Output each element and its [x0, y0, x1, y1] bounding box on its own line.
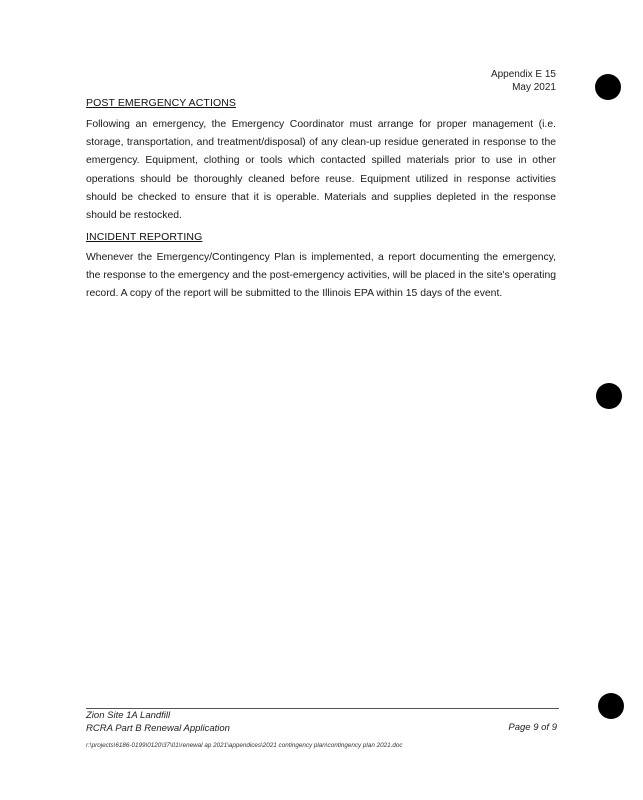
appendix-label: Appendix E 15	[490, 69, 556, 80]
header-date: May 2021	[512, 82, 556, 93]
file-path: r:\projects\6186-0199\0120\37\01\renewal ap 2021\appendices\2021 contingency plan\contingency plan 2021.doc	[86, 742, 403, 749]
footer-site-name: Zion Site 1A Landfill	[86, 710, 171, 721]
footer-divider	[86, 708, 559, 709]
post-emergency-heading: POST EMERGENCY ACTIONS	[86, 97, 237, 109]
page-header	[491, 68, 556, 94]
incident-reporting-paragraph: Whenever the Emergency/Contingency Plan is implemented, a report documenting the emergency, the response to the emergency and the post-emergency activities, will be placed in the site's operating record. A copy of the report will be submitted to the Illinois EPA within 15 days of the event.	[86, 252, 556, 300]
post-emergency-paragraph: Following an emergency, the Emergency Coordinator must arrange for proper management (i.e. storage, transportation, and treatment/disposal) of any clean-up residue generated in response to the emergency. Equipment, clothing or tools which contacted spilled materials prior to use in other operations should be thoroughly cleaned before reuse. Equipment utilized in response activities should be checked to ensure that it is operable. Materials and supplies depleted in the response should be restocked.	[86, 119, 556, 222]
binder-hole	[595, 74, 621, 100]
footer-info	[86, 710, 230, 735]
page-number: Page 9 of 9	[508, 722, 557, 733]
incident-reporting-heading: INCIDENT REPORTING	[86, 231, 203, 243]
binder-hole	[596, 383, 622, 409]
binder-hole	[598, 693, 624, 719]
footer-application: RCRA Part B Renewal Application	[86, 722, 230, 734]
